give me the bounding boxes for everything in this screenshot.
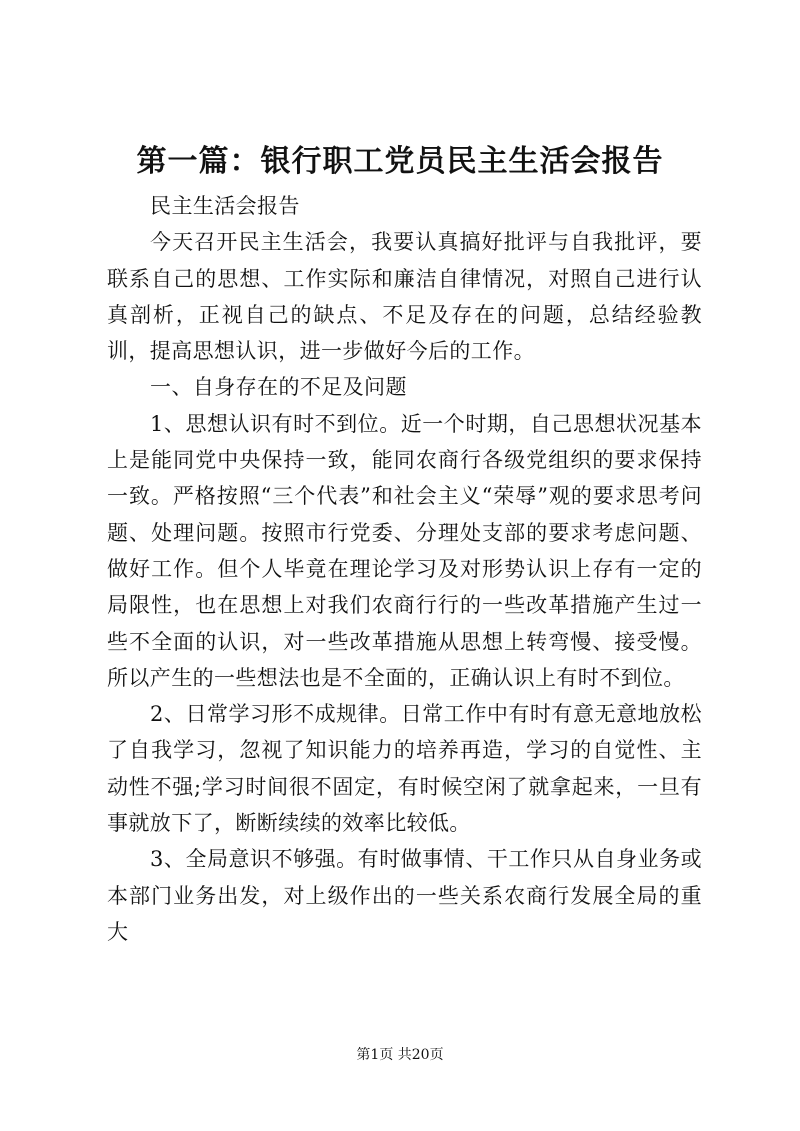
page-number-footer: 第1页 共20页 <box>356 1047 444 1063</box>
document-title: 第一篇：银行职工党员民主生活会报告 <box>136 144 664 179</box>
document-body <box>107 188 702 950</box>
section-heading: 一、自身存在的不足及问题 <box>150 375 407 400</box>
paragraph-point-1: 1、思想认识有时不到位。近一个时期，自己思想状况基本上是能同党中央保持一致，能同农商行各级党组织的要求保持一致。严格按照“三个代表”和社会主义“荣辱”观的要求思考问题、处理问题。按照市行党委、分理处支部的要求考虑问题、做好工作。但个人毕竟在理论学习及对形势认识上存有一定的局限性，也在思想上对我们农商行行的一些改革措施产生过一些不全面的认识，对一些改革措施从思想上转弯慢、接受慢。所以产生的一些想法也是不全面的，正确认识上有时不到位。 <box>107 411 702 690</box>
paragraph-point-3: 3、全局意识不够强。有时做事情、干工作只从自身业务或本部门业务出发，对上级作出的一些关系农商行发展全局的重大 <box>107 847 702 944</box>
paragraph-point-2: 2、日常学习形不成规律。日常工作中有时有意无意地放松了自我学习，忽视了知识能力的培养再造，学习的自觉性、主动性不强;学习时间很不固定，有时候空闲了就拿起来，一旦有事就放下了，断断续续的效率比较低。 <box>107 702 702 836</box>
paragraph-subtitle: 民主生活会报告 <box>150 194 300 218</box>
paragraph-intro: 今天召开民主生活会，我要认真搞好批评与自我批评，要联系自己的思想、工作实际和廉洁自律情况，对照自己进行认真剖析，正视自己的缺点、不足及存在的问题，总结经验教训，提高思想认识，进一步做好今后的工作。 <box>107 230 702 364</box>
